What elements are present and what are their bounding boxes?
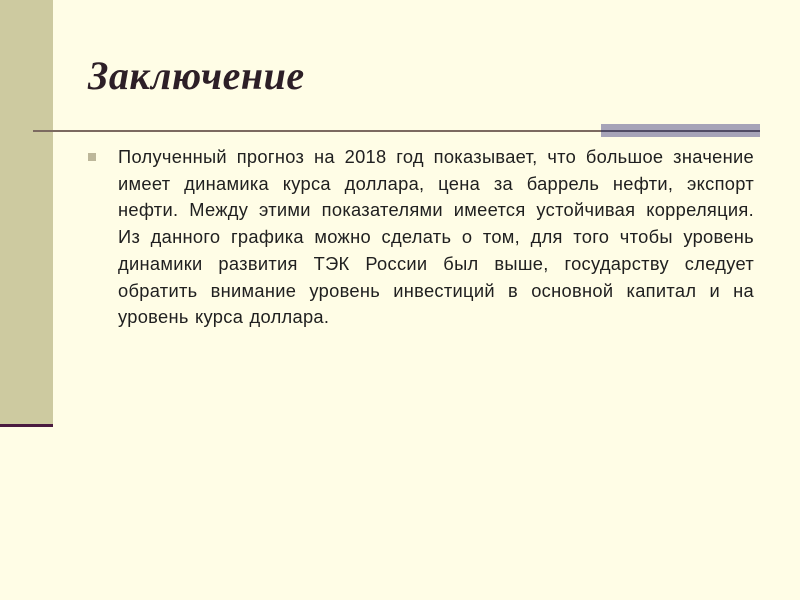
- title-divider-block-line: [601, 130, 760, 132]
- slide-title: Заключение: [88, 53, 305, 98]
- bullet-text: Полученный прогноз на 2018 год показывает, что большое значение имеет динамика курса доллара, цена за баррель нефти, экспорт нефти. Между этими показателями имеется устойчивая корреляция. Из данного графика можно сделать о том, для того чтобы уровень динамики развития ТЭК России был выше, государству следует обратить внимание уровень инвестиций в основной капитал и на уровень курса доллара.: [118, 146, 754, 328]
- side-decor-bar: [0, 0, 53, 424]
- bullet-square-icon: [88, 153, 96, 161]
- side-decor-underline: [0, 424, 53, 427]
- title-divider-line: [33, 130, 601, 132]
